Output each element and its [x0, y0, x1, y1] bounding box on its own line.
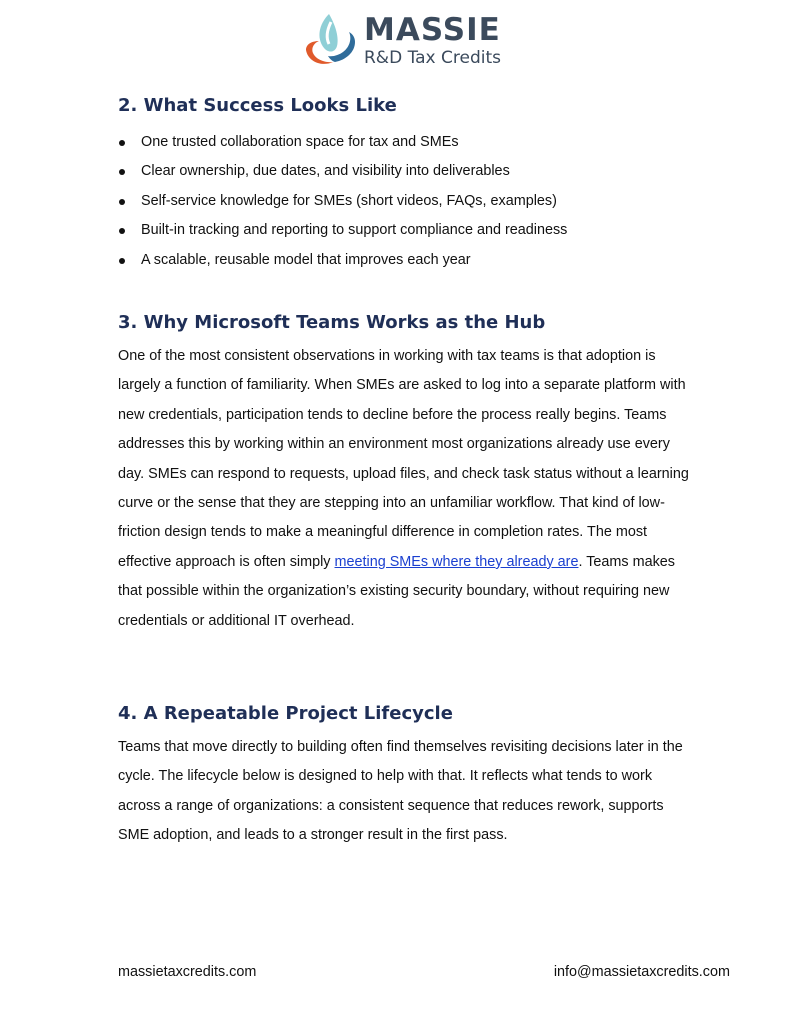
section-4-heading: 4. A Repeatable Project Lifecycle: [118, 703, 453, 724]
paragraph-text: . Teams makes that possible within the organization’s existing security boundary, without requiring new credentials or additional IT overhead.: [118, 553, 675, 629]
paragraph-text: One of the most consistent observations in working with tax teams is that adoption is largely a function of familiarity. When SMEs are asked to log into a separate platform with new credentials, participation tends to decline before the process really begins. Teams addresses this by working within an environment most organizations already use every day. SMEs can respond to requests, upload files, and check task status without a learning curve or the sense that they are stepping into an unfamiliar workflow. That kind of low-friction design tends to make a meaningful difference in completion rates. The most effective approach is often simply: [118, 348, 689, 570]
section-2-heading: 2. What Success Looks Like: [118, 95, 397, 116]
smes-link[interactable]: meeting SMEs where they already are: [334, 553, 579, 570]
page-header: [0, 10, 800, 72]
massie-logo-icon: [302, 12, 360, 68]
section-4-paragraph: Teams that move directly to building often find themselves revisiting decisions later in the cycle. The lifecycle below is designed to help with that. It reflects what tends to work across a range of organizations: a consistent sequence that reduces rework, supports SME adoption, and leads to a stronger result in the first pass.: [118, 739, 683, 844]
success-bullet-list: [118, 128, 567, 275]
list-item: A scalable, reusable model that improves each year: [118, 246, 567, 275]
brand-subtitle: R&D Tax Credits: [364, 48, 501, 68]
list-item: Clear ownership, due dates, and visibility into deliverables: [118, 157, 567, 186]
list-item: Self-service knowledge for SMEs (short videos, FAQs, examples): [118, 187, 567, 216]
footer-website: massietaxcredits.com: [118, 964, 257, 980]
brand-name: MASSIE: [364, 12, 501, 48]
list-item: One trusted collaboration space for tax and SMEs: [118, 128, 567, 157]
section-3-paragraph: [118, 342, 693, 636]
list-item: Built-in tracking and reporting to support compliance and readiness: [118, 216, 567, 245]
footer-email: info@massietaxcredits.com: [553, 964, 730, 980]
section-3-heading: 3. Why Microsoft Teams Works as the Hub: [118, 312, 546, 333]
